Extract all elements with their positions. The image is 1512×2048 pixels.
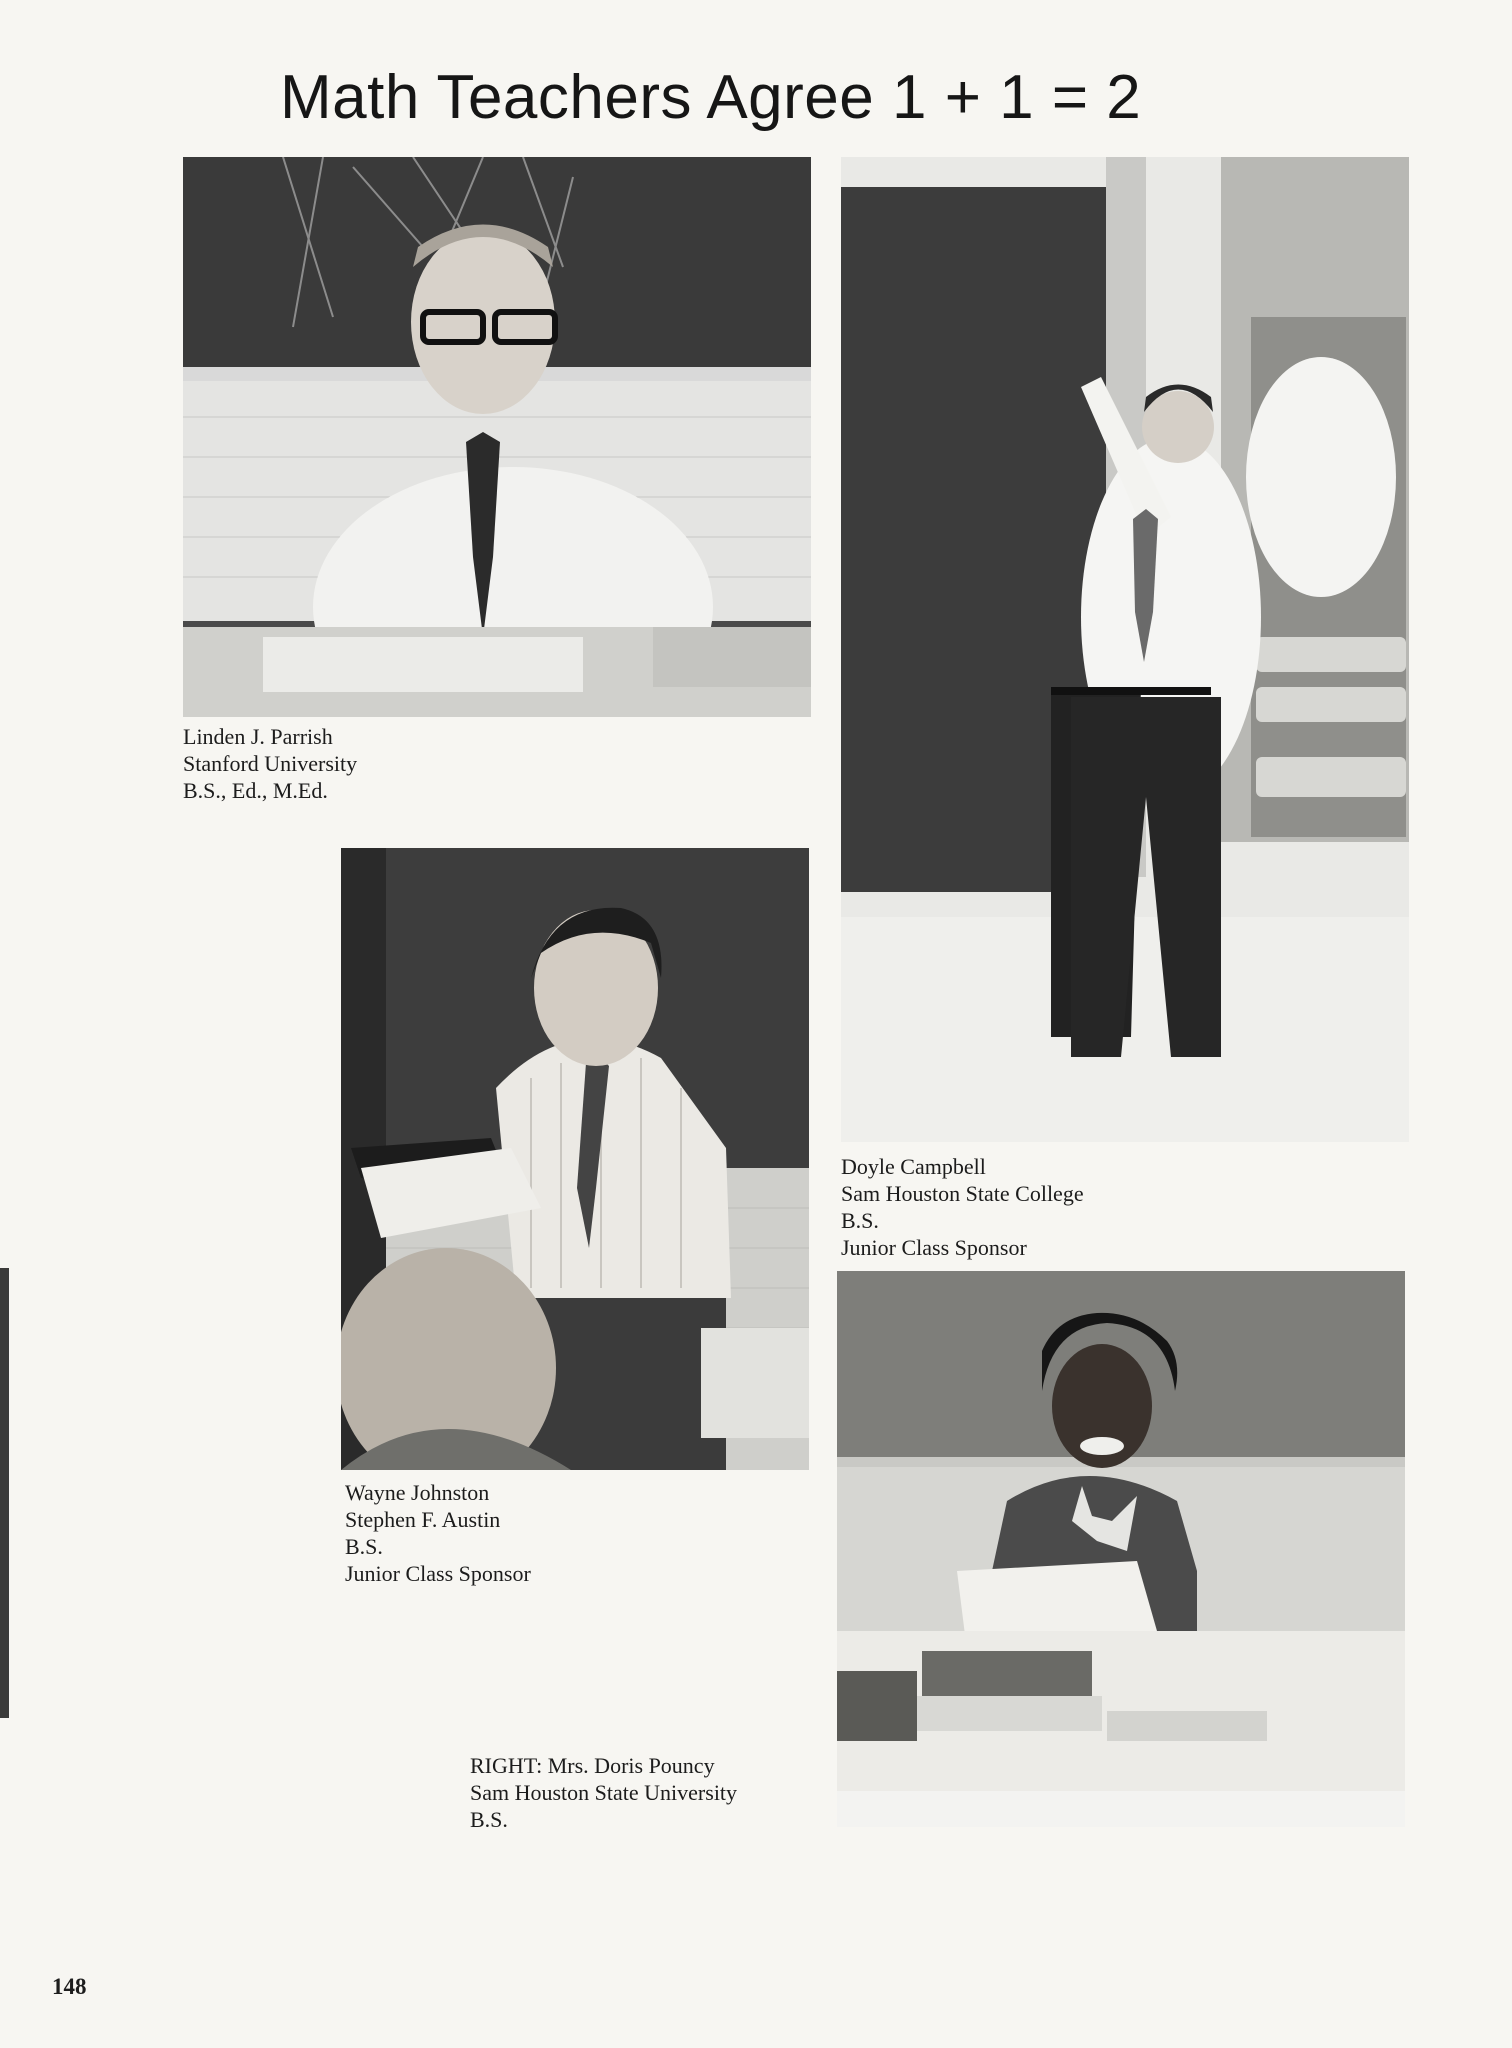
photo-doyle-campbell xyxy=(841,157,1409,1142)
teacher-degree: B.S. xyxy=(841,1208,879,1233)
photo-doris-pouncy xyxy=(837,1271,1405,1827)
caption-linden-parrish xyxy=(183,723,357,804)
teacher-name: Linden J. Parrish xyxy=(183,724,333,749)
teacher-role: Junior Class Sponsor xyxy=(841,1235,1027,1260)
page-title: Math Teachers Agree 1 + 1 = 2 xyxy=(280,63,1142,132)
photo-linden-parrish xyxy=(183,157,811,717)
teacher-name: Doyle Campbell xyxy=(841,1154,986,1179)
teacher-role: Junior Class Sponsor xyxy=(345,1561,531,1586)
teacher-degree: B.S., Ed., M.Ed. xyxy=(183,778,328,803)
caption-doris-pouncy xyxy=(470,1752,737,1833)
page-number: 148 xyxy=(52,1974,87,1999)
page-edge-shadow xyxy=(0,1268,9,1718)
teacher-school: Stanford University xyxy=(183,751,358,776)
teacher-name: RIGHT: Mrs. Doris Pouncy xyxy=(470,1753,715,1778)
teacher-degree: B.S. xyxy=(345,1534,383,1559)
teacher-name: Wayne Johnston xyxy=(345,1480,490,1505)
teacher-degree: B.S. xyxy=(470,1807,508,1832)
caption-doyle-campbell xyxy=(841,1153,1084,1261)
teacher-school: Sam Houston State College xyxy=(841,1181,1084,1206)
teacher-school: Stephen F. Austin xyxy=(345,1507,501,1532)
teacher-school: Sam Houston State University xyxy=(470,1780,738,1805)
caption-wayne-johnston xyxy=(345,1479,531,1587)
photo-wayne-johnston xyxy=(341,848,809,1470)
